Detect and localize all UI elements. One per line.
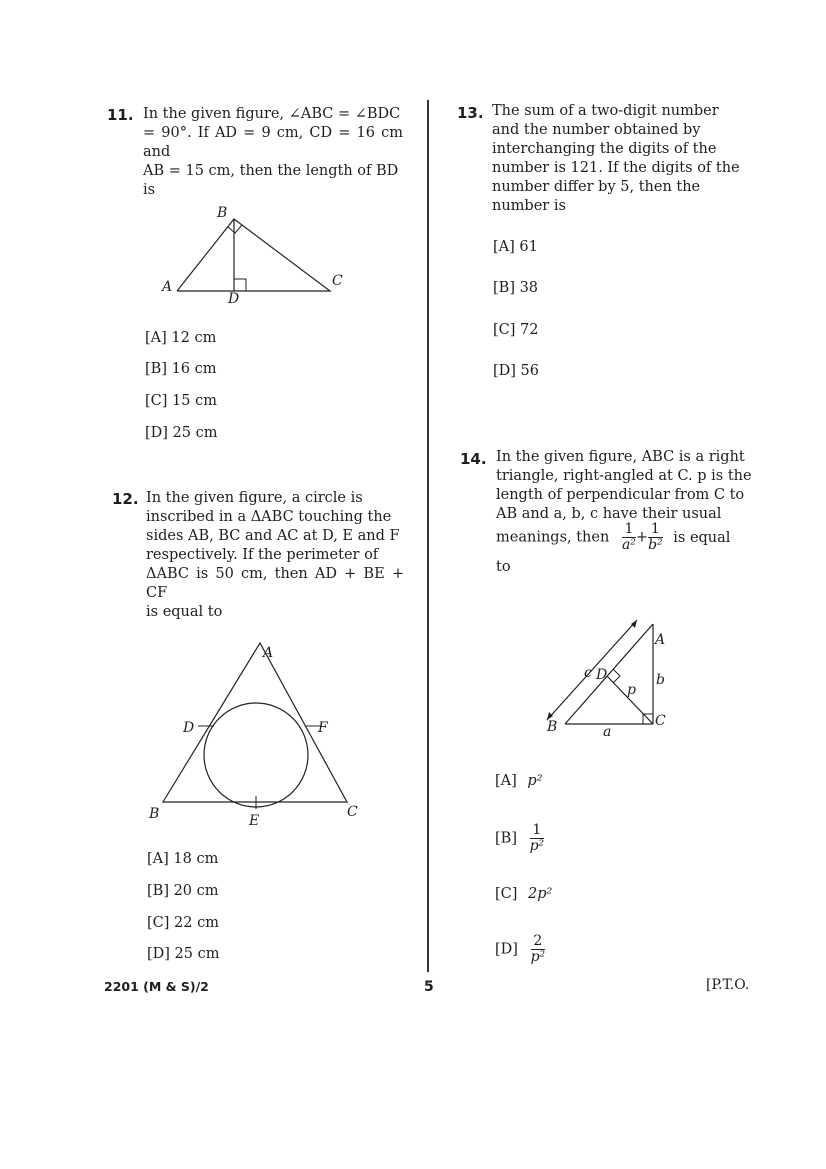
q11-option-d: [D] 25 cm bbox=[145, 425, 218, 441]
q14-line-fraction bbox=[496, 522, 758, 553]
q13-line: interchanging the digits of the bbox=[492, 141, 717, 157]
q11-option-b: [B] 16 cm bbox=[145, 361, 217, 377]
q14-frac1-denominator: a² bbox=[621, 537, 636, 553]
q12-number: 12. bbox=[112, 490, 139, 508]
q14-right-angle-d bbox=[613, 669, 620, 683]
q14-figure bbox=[525, 612, 685, 742]
q11-label-c: C bbox=[332, 273, 343, 289]
q14-option-d-fraction bbox=[531, 934, 546, 965]
q14-option-c bbox=[495, 886, 552, 902]
page-number: 5 bbox=[424, 979, 434, 995]
q14-dimension-line-c bbox=[547, 620, 637, 720]
q14-frac2-numerator: 1 bbox=[648, 522, 663, 538]
q14-line: length of perpendicular from C to bbox=[496, 487, 745, 503]
q14-plus: + bbox=[635, 529, 649, 546]
q14-side-ab bbox=[565, 624, 653, 724]
q12-label-f: F bbox=[318, 720, 328, 736]
q11-label-a: A bbox=[162, 279, 173, 295]
q12-option-c: [C] 22 cm bbox=[147, 915, 219, 931]
column-divider bbox=[427, 100, 429, 972]
q14-label-c: C bbox=[655, 713, 666, 729]
q11-text bbox=[143, 105, 403, 200]
q13-option-a: [A] 61 bbox=[493, 239, 538, 255]
q14-option-b bbox=[495, 823, 544, 854]
q12-label-d: D bbox=[183, 720, 195, 736]
q14-text bbox=[496, 448, 753, 524]
q11-line: In the given figure, ∠ABC = ∠BDC bbox=[143, 106, 401, 122]
q14-option-a-value: p² bbox=[527, 773, 543, 789]
q14-option-d-denominator: p² bbox=[530, 949, 546, 965]
q13-line: number differ by 5, then the bbox=[492, 179, 701, 195]
q12-line: is equal to bbox=[146, 604, 223, 620]
q14-label-d: D bbox=[596, 667, 608, 683]
q14-label-b: B bbox=[547, 719, 558, 735]
q12-option-d: [D] 25 cm bbox=[147, 946, 220, 962]
q14-fraction-1 bbox=[622, 522, 636, 553]
q12-incircle bbox=[204, 703, 308, 807]
q14-option-c-value: 2p² bbox=[528, 886, 553, 902]
q14-label-side-b: b bbox=[656, 672, 665, 688]
q11-line: AB = 15 cm, then the length of BD bbox=[143, 163, 399, 179]
q14-line5-end: is equal bbox=[673, 529, 731, 546]
q13-option-b: [B] 38 bbox=[493, 280, 539, 296]
q13-line: number is bbox=[492, 198, 566, 214]
q13-text bbox=[492, 102, 749, 216]
q14-label-side-c: c bbox=[584, 665, 592, 681]
q14-option-d-numerator: 2 bbox=[531, 934, 546, 950]
q12-label-c: C bbox=[347, 804, 358, 820]
q11-option-a: [A] 12 cm bbox=[145, 330, 217, 346]
q11-number: 11. bbox=[107, 106, 134, 124]
q14-option-c-label: [C] bbox=[495, 886, 518, 902]
q14-label-side-a: a bbox=[603, 724, 612, 740]
q12-option-a: [A] 18 cm bbox=[147, 851, 219, 867]
q13-line: and the number obtained by bbox=[492, 122, 701, 138]
q11-right-angle-d bbox=[234, 279, 246, 291]
q14-number: 14. bbox=[460, 450, 487, 468]
q12-text bbox=[146, 489, 404, 622]
q12-figure bbox=[140, 635, 380, 835]
q12-label-a: A bbox=[263, 645, 274, 661]
q13-number: 13. bbox=[457, 104, 484, 122]
q11-figure bbox=[150, 200, 360, 310]
q14-fraction-2 bbox=[648, 522, 663, 553]
q14-label-a: A bbox=[655, 632, 666, 648]
q12-option-b: [B] 20 cm bbox=[147, 883, 219, 899]
q12-line: In the given figure, a circle is bbox=[146, 490, 363, 506]
q14-line6: to bbox=[496, 559, 511, 575]
q11-option-c: [C] 15 cm bbox=[145, 393, 217, 409]
q13-line: The sum of a two-digit number bbox=[492, 103, 719, 119]
q14-option-b-fraction bbox=[530, 823, 545, 854]
q12-line: respectively. If the perimeter of bbox=[146, 547, 379, 563]
q14-label-p: p bbox=[627, 682, 636, 698]
q12-line: inscribed in a ΔABC touching the bbox=[146, 509, 392, 525]
q14-frac2-denominator: b² bbox=[648, 537, 663, 553]
q14-option-a-label: [A] bbox=[495, 773, 517, 789]
q12-line: sides AB, BC and AC at D, E and F bbox=[146, 528, 400, 544]
q14-option-d-label: [D] bbox=[495, 941, 518, 958]
q14-option-b-numerator: 1 bbox=[530, 823, 545, 839]
q12-label-b: B bbox=[149, 806, 160, 822]
q14-arrow-up-icon bbox=[631, 620, 637, 628]
q11-label-b: B bbox=[217, 205, 228, 221]
q14-option-b-label: [B] bbox=[495, 830, 517, 847]
q11-line: = 90°. If AD = 9 cm, CD = 16 cm and bbox=[143, 125, 403, 160]
footer-paper-code: 2201 (M & S)/2 bbox=[104, 979, 209, 994]
q14-frac1-numerator: 1 bbox=[622, 522, 636, 538]
q12-line: ΔABC is 50 cm, then AD + BE + CF bbox=[146, 566, 404, 601]
q12-label-e: E bbox=[249, 813, 260, 829]
q14-line: triangle, right-angled at C. p is the bbox=[496, 468, 752, 484]
q14-line: In the given figure, ABC is a right bbox=[496, 449, 745, 465]
q14-line: AB and a, b, c have their usual bbox=[496, 506, 722, 522]
q11-line: is bbox=[143, 182, 156, 198]
q11-right-angle-b bbox=[228, 225, 242, 233]
q14-option-b-denominator: p² bbox=[529, 838, 545, 854]
q13-line: number is 121. If the digits of the bbox=[492, 160, 740, 176]
q11-triangle bbox=[177, 219, 330, 291]
q14-line5-start: meanings, then bbox=[496, 529, 610, 546]
q11-label-d: D bbox=[228, 291, 240, 307]
q14-option-d bbox=[495, 934, 545, 965]
footer-pto: [P.T.O. bbox=[706, 977, 750, 993]
q13-option-c: [C] 72 bbox=[493, 322, 539, 338]
q14-option-a bbox=[495, 773, 543, 789]
q13-option-d: [D] 56 bbox=[493, 363, 539, 379]
